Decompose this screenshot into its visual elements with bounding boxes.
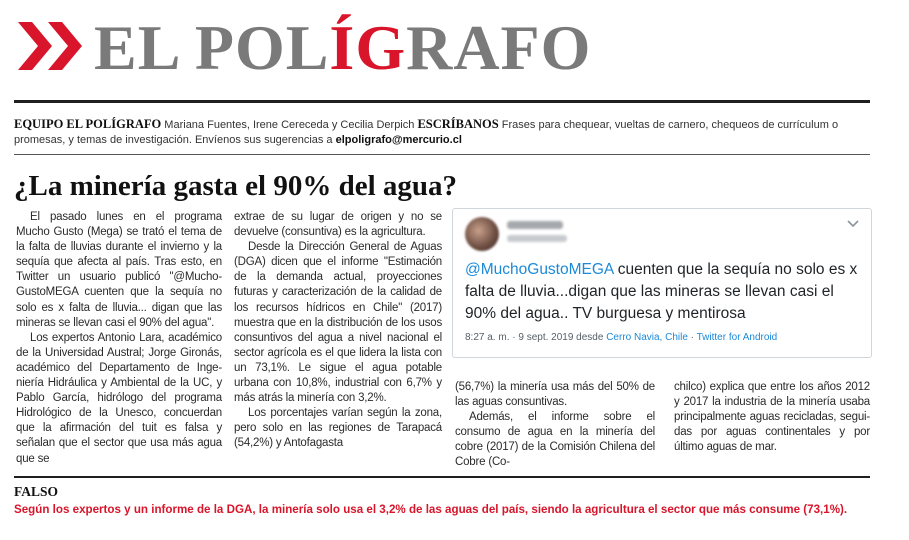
paragraph: Desde la Dirección General de Aguas (DGA) dicen que el informe "Estimación de la demanda actual, proyecciones futuras y caracterización de la calidad de los recursos hídricos en Chile" (2017) muestra que en la distribución de los usos consuntivos del agua a nivel nacional el sector agrícola es el que lidera la lista con un 73,1%. Le sigue el agua potable urbana con 10,8%, industrial con 6,7% y más atrás la minería con 3,2%.	[234, 241, 442, 405]
team-names: Mariana Fuentes, Irene Cereceda y Cecilia Derpich	[161, 119, 418, 131]
paragraph: Los porcentajes varían según la zona, pero solo en las regiones de Tarapacá (54,2%) y Antofagasta	[234, 407, 442, 450]
paragraph: (56,7%) la minería usa más del 50% de las aguas consuntivas.	[455, 381, 655, 409]
verdict-text: Según los expertos y un informe de la DGA, la minería solo usa el 3,2% de las aguas del país, siendo la agricultura el sector que más consume (73,1%).	[14, 503, 848, 516]
tweet-location[interactable]: Cerro Navia, Chile	[606, 332, 688, 343]
scribes-label: ESCRÍBANOS	[417, 117, 499, 131]
scribes-text: Frases para chequear, vueltas de carnero, chequeos de currículum o promesas, y temas de investigación. Envíenos sus sugerencias a	[14, 119, 839, 146]
article-headline: ¿La minería gasta el 90% del agua?	[14, 170, 458, 202]
tweet-mention[interactable]: @MuchoGustoMEGA	[465, 261, 614, 278]
paragraph: extrae de su lugar de origen y no se devuelve (consuntiva) es la agricultura.	[234, 211, 442, 239]
title-part-1: EL POL	[94, 12, 330, 83]
title-part-3: RAFO	[406, 12, 592, 83]
top-divider	[14, 100, 870, 103]
tweet-source[interactable]: Twitter for Android	[696, 332, 778, 343]
article-column-3	[455, 380, 655, 471]
chevron-down-icon[interactable]	[847, 219, 859, 229]
tweet-card	[452, 208, 872, 358]
paragraph: El pasado lunes en el programa Mucho Gusto (Mega) se trató el tema de la falta de lluvias durante el invierno y la sequía que afecta al país. Tras esto, en Twitter un usuario publicó "@Mucho-GustoMEGA cuenten que la sequía no solo es x falta de lluvia... digan que las mineras se llevan casi el 90% del agua".	[16, 211, 222, 329]
contact-email[interactable]: elpoligrafo@mercurio.cl	[335, 134, 462, 146]
double-chevron-right-icon	[18, 20, 90, 72]
team-label: EQUIPO EL POLÍGRAFO	[14, 117, 162, 131]
title-part-2: ÍG	[329, 12, 407, 83]
tweet-body: cuenten que la sequía no solo es x falta de lluvia...digan que las mineras se llevan casi el 90% del agua.. TV burguesa y mentirosa	[465, 261, 858, 322]
blurred-handle	[507, 235, 567, 242]
paragraph: chilco) explica que entre los años 2012 y 2017 la industria de la minería usaba principalmente aguas recicladas, segui-das por aguas continentales y por último aguas de mar.	[674, 381, 870, 454]
credits	[14, 117, 870, 148]
bottom-divider	[14, 476, 870, 478]
masthead-title	[94, 12, 591, 84]
tweet-time: 8:27 a. m. · 9 sept. 2019 desde	[465, 332, 607, 343]
masthead	[10, 8, 870, 88]
verdict-label: FALSO	[14, 484, 59, 499]
credits-divider	[14, 154, 870, 155]
blurred-username	[507, 221, 563, 229]
article-column-1	[16, 210, 222, 467]
avatar	[465, 217, 499, 251]
article-column-4	[674, 380, 870, 455]
tweet-text	[465, 259, 865, 325]
tweet-meta	[465, 331, 777, 345]
paragraph: Además, el informe sobre el consumo de agua en la minería del cobre (2017) de la Comisión Chilena del Cobre (Co-	[455, 411, 655, 469]
tweet-separator: ·	[687, 332, 697, 343]
paragraph: Los expertos Antonio Lara, académico de la Universidad Austral; Jorge Gironás, académico del Departamento de Inge-niería Hidráulica y Ambiental de la UC, y Pablo García, hidrólogo del programa Hidrológico de la Unesco, concuerdan que la afirmación del tuit es falsa y señalan que el sector que usa más agua que se	[16, 331, 222, 465]
article-column-2	[234, 210, 442, 452]
